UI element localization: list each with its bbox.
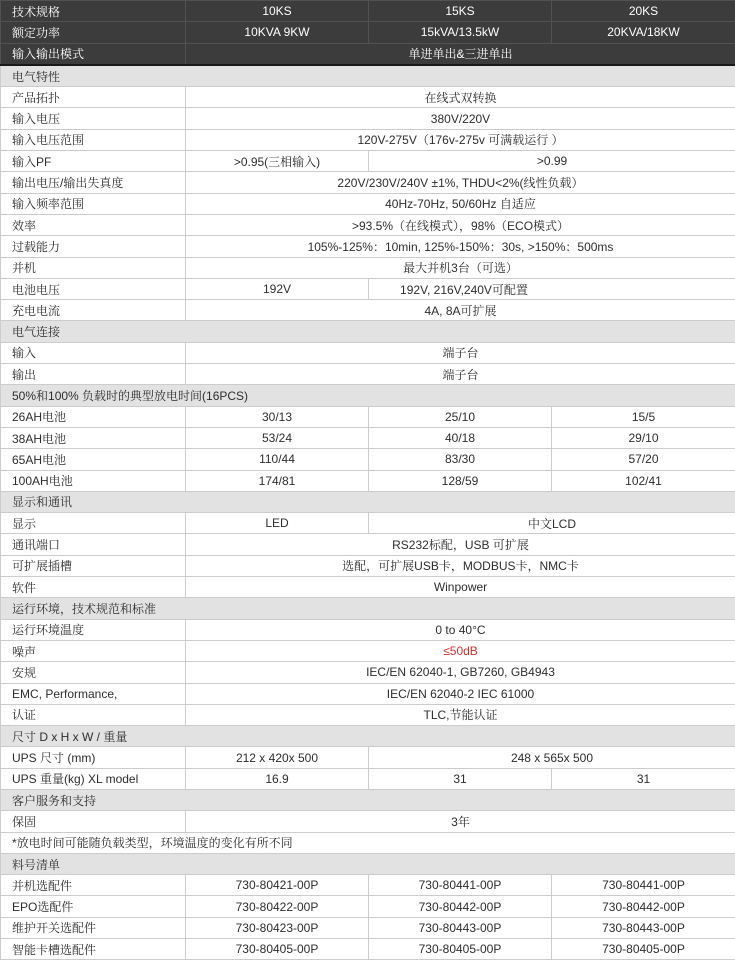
spec-row [1, 811, 735, 832]
spec-value: 10KS [186, 1, 369, 22]
spec-value: 31 [552, 768, 735, 789]
spec-row [1, 747, 735, 768]
row-label: 可扩展插槽 [1, 555, 186, 576]
spec-row [1, 257, 735, 278]
spec-row [1, 406, 735, 427]
spec-row [1, 300, 735, 321]
row-label: 维护开关选配件 [1, 917, 186, 938]
spec-value: 110/44 [186, 449, 369, 470]
section-title: 料号清单 [1, 853, 735, 874]
row-label: 输入输出模式 [1, 43, 186, 65]
spec-row [1, 875, 735, 896]
row-label: 安规 [1, 662, 186, 683]
row-label: 额定功率 [1, 22, 186, 43]
row-label: 软件 [1, 577, 186, 598]
section-title: 运行环境，技术规范和标准 [1, 598, 735, 619]
spec-value: 0 to 40°C [186, 619, 735, 640]
row-label: 并机选配件 [1, 875, 186, 896]
spec-value: 3年 [186, 811, 735, 832]
spec-value: >0.95(三相输入) [186, 151, 369, 172]
row-label: 输入 [1, 342, 186, 363]
row-label: 输入电压范围 [1, 129, 186, 150]
row-label: 38AH电池 [1, 427, 186, 448]
section-header-row [1, 726, 735, 747]
section-header-row [1, 853, 735, 874]
spec-value: >0.99 [369, 151, 735, 172]
section-title: 电气特性 [1, 65, 735, 87]
spec-value: >93.5%（在线模式），98%（ECO模式） [186, 214, 735, 235]
spec-row [1, 129, 735, 150]
row-label: UPS 尺寸 (mm) [1, 747, 186, 768]
spec-value: 15/5 [552, 406, 735, 427]
spec-value: 248 x 565x 500 [369, 747, 735, 768]
spec-value: 15kVA/13.5kW [369, 22, 552, 43]
spec-row [1, 555, 735, 576]
spec-value: 20KS [552, 1, 735, 22]
row-label: 输入PF [1, 151, 186, 172]
row-label: 输入频率范围 [1, 193, 186, 214]
spec-value: 730-80405-00P [552, 939, 735, 960]
spec-value: 220V/230V/240V ±1%, THDU<2%(线性负载） [186, 172, 735, 193]
spec-value: RS232标配，USB 可扩展 [186, 534, 735, 555]
row-label: 保固 [1, 811, 186, 832]
spec-value: 380V/220V [186, 108, 735, 129]
spec-row [1, 172, 735, 193]
spec-value: 174/81 [186, 470, 369, 491]
row-label: 智能卡槽选配件 [1, 939, 186, 960]
spec-value: 730-80442-00P [552, 896, 735, 917]
spec-row [1, 917, 735, 938]
spec-value: ≤50dB [186, 640, 735, 661]
spec-value: IEC/EN 62040-1, GB7260, GB4943 [186, 662, 735, 683]
spec-row [1, 214, 735, 235]
spec-value: IEC/EN 62040-2 IEC 61000 [186, 683, 735, 704]
spec-row [1, 513, 735, 534]
spec-row [1, 193, 735, 214]
spec-value: 端子台 [186, 342, 735, 363]
spec-value: 730-80421-00P [186, 875, 369, 896]
spec-value: 730-80422-00P [186, 896, 369, 917]
spec-row [1, 87, 735, 108]
row-label: 输出电压/输出失真度 [1, 172, 186, 193]
spec-value: Winpower [186, 577, 735, 598]
row-label: 技术规格 [1, 1, 186, 22]
spec-value: 102/41 [552, 470, 735, 491]
row-label: 65AH电池 [1, 449, 186, 470]
spec-value: 15KS [369, 1, 552, 22]
spec-value: 730-80405-00P [186, 939, 369, 960]
section-title: 50%和100% 负载时的典型放电时间(16PCS) [1, 385, 735, 406]
spec-value: 730-80442-00P [369, 896, 552, 917]
spec-row [1, 108, 735, 129]
spec-value: 128/59 [369, 470, 552, 491]
section-header-row [1, 385, 735, 406]
section-header-row [1, 65, 735, 87]
table-header-row [1, 22, 735, 43]
section-header-row [1, 321, 735, 342]
spec-value: 40Hz-70Hz, 50/60Hz 自适应 [186, 193, 735, 214]
row-label: 显示 [1, 513, 186, 534]
spec-row [1, 577, 735, 598]
row-label: UPS 重量(kg) XL model [1, 768, 186, 789]
spec-value: 730-80423-00P [186, 917, 369, 938]
row-label: 认证 [1, 704, 186, 725]
spec-value: 25/10 [369, 406, 552, 427]
row-label: 100AH电池 [1, 470, 186, 491]
spec-value: 730-80443-00P [369, 917, 552, 938]
spec-row [1, 939, 735, 960]
spec-value: 最大并机3台（可选） [186, 257, 735, 278]
section-header-row [1, 491, 735, 512]
spec-row [1, 683, 735, 704]
section-title: 显示和通讯 [1, 491, 735, 512]
spec-value: 在线式双转换 [186, 87, 735, 108]
row-label: 过载能力 [1, 236, 186, 257]
section-title: 尺寸 D x H x W / 重量 [1, 726, 735, 747]
spec-row [1, 364, 735, 385]
spec-value: 730-80443-00P [552, 917, 735, 938]
spec-row [1, 449, 735, 470]
spec-value: 212 x 420x 500 [186, 747, 369, 768]
spec-value: TLC,节能认证 [186, 704, 735, 725]
row-label: 运行环境温度 [1, 619, 186, 640]
spec-value: 120V-275V（176v-275v 可满载运行 ） [186, 129, 735, 150]
section-title: 电气连接 [1, 321, 735, 342]
spec-table-body [1, 1, 735, 960]
row-label: 电池电压 [1, 278, 186, 299]
spec-value: 单进单出&三进单出 [186, 43, 735, 65]
row-label: 噪声 [1, 640, 186, 661]
row-label: EMC, Performance, [1, 683, 186, 704]
table-header-row [1, 43, 735, 65]
row-label: 26AH电池 [1, 406, 186, 427]
spec-value: 53/24 [186, 427, 369, 448]
spec-value: 730-80405-00P [369, 939, 552, 960]
spec-row [1, 768, 735, 789]
row-label: 输出 [1, 364, 186, 385]
spec-row [1, 470, 735, 491]
section-header-row [1, 789, 735, 810]
spec-row [1, 896, 735, 917]
spec-value: 40/18 [369, 427, 552, 448]
spec-value: 16.9 [186, 768, 369, 789]
row-label: 效率 [1, 214, 186, 235]
spec-value: 4A, 8A可扩展 [186, 300, 735, 321]
spec-value: LED [186, 513, 369, 534]
section-header-row [1, 598, 735, 619]
spec-row [1, 151, 735, 172]
note-row [1, 832, 735, 853]
footnote-text: *放电时间可能随负载类型，环境温度的变化有所不同 [1, 832, 735, 853]
spec-value: 105%-125%：10min, 125%-150%：30s, >150%：500ms [186, 236, 735, 257]
spec-value: 730-80441-00P [552, 875, 735, 896]
row-label: 通讯端口 [1, 534, 186, 555]
row-label: 输入电压 [1, 108, 186, 129]
spec-value: 31 [369, 768, 552, 789]
spec-row [1, 619, 735, 640]
row-label: 并机 [1, 257, 186, 278]
spec-row [1, 342, 735, 363]
spec-row [1, 236, 735, 257]
spec-row [1, 427, 735, 448]
spec-value: 20KVA/18KW [552, 22, 735, 43]
spec-row [1, 534, 735, 555]
row-label: 充电电流 [1, 300, 186, 321]
spec-row [1, 278, 735, 299]
spec-value: 192V [186, 278, 369, 299]
spec-value: 29/10 [552, 427, 735, 448]
spec-value: 192V, 216V,240V可配置 [369, 278, 735, 299]
spec-row [1, 662, 735, 683]
spec-row [1, 704, 735, 725]
spec-value: 57/20 [552, 449, 735, 470]
spec-value: 30/13 [186, 406, 369, 427]
table-header-row [1, 1, 735, 22]
row-label: 产品拓扑 [1, 87, 186, 108]
row-label: EPO选配件 [1, 896, 186, 917]
spec-value: 10KVA 9KW [186, 22, 369, 43]
spec-value: 730-80441-00P [369, 875, 552, 896]
section-title: 客户服务和支持 [1, 789, 735, 810]
spec-value: 选配，可扩展USB卡，MODBUS卡，NMC卡 [186, 555, 735, 576]
spec-row [1, 640, 735, 661]
spec-value: 端子台 [186, 364, 735, 385]
spec-value: 83/30 [369, 449, 552, 470]
spec-value: 中文LCD [369, 513, 735, 534]
